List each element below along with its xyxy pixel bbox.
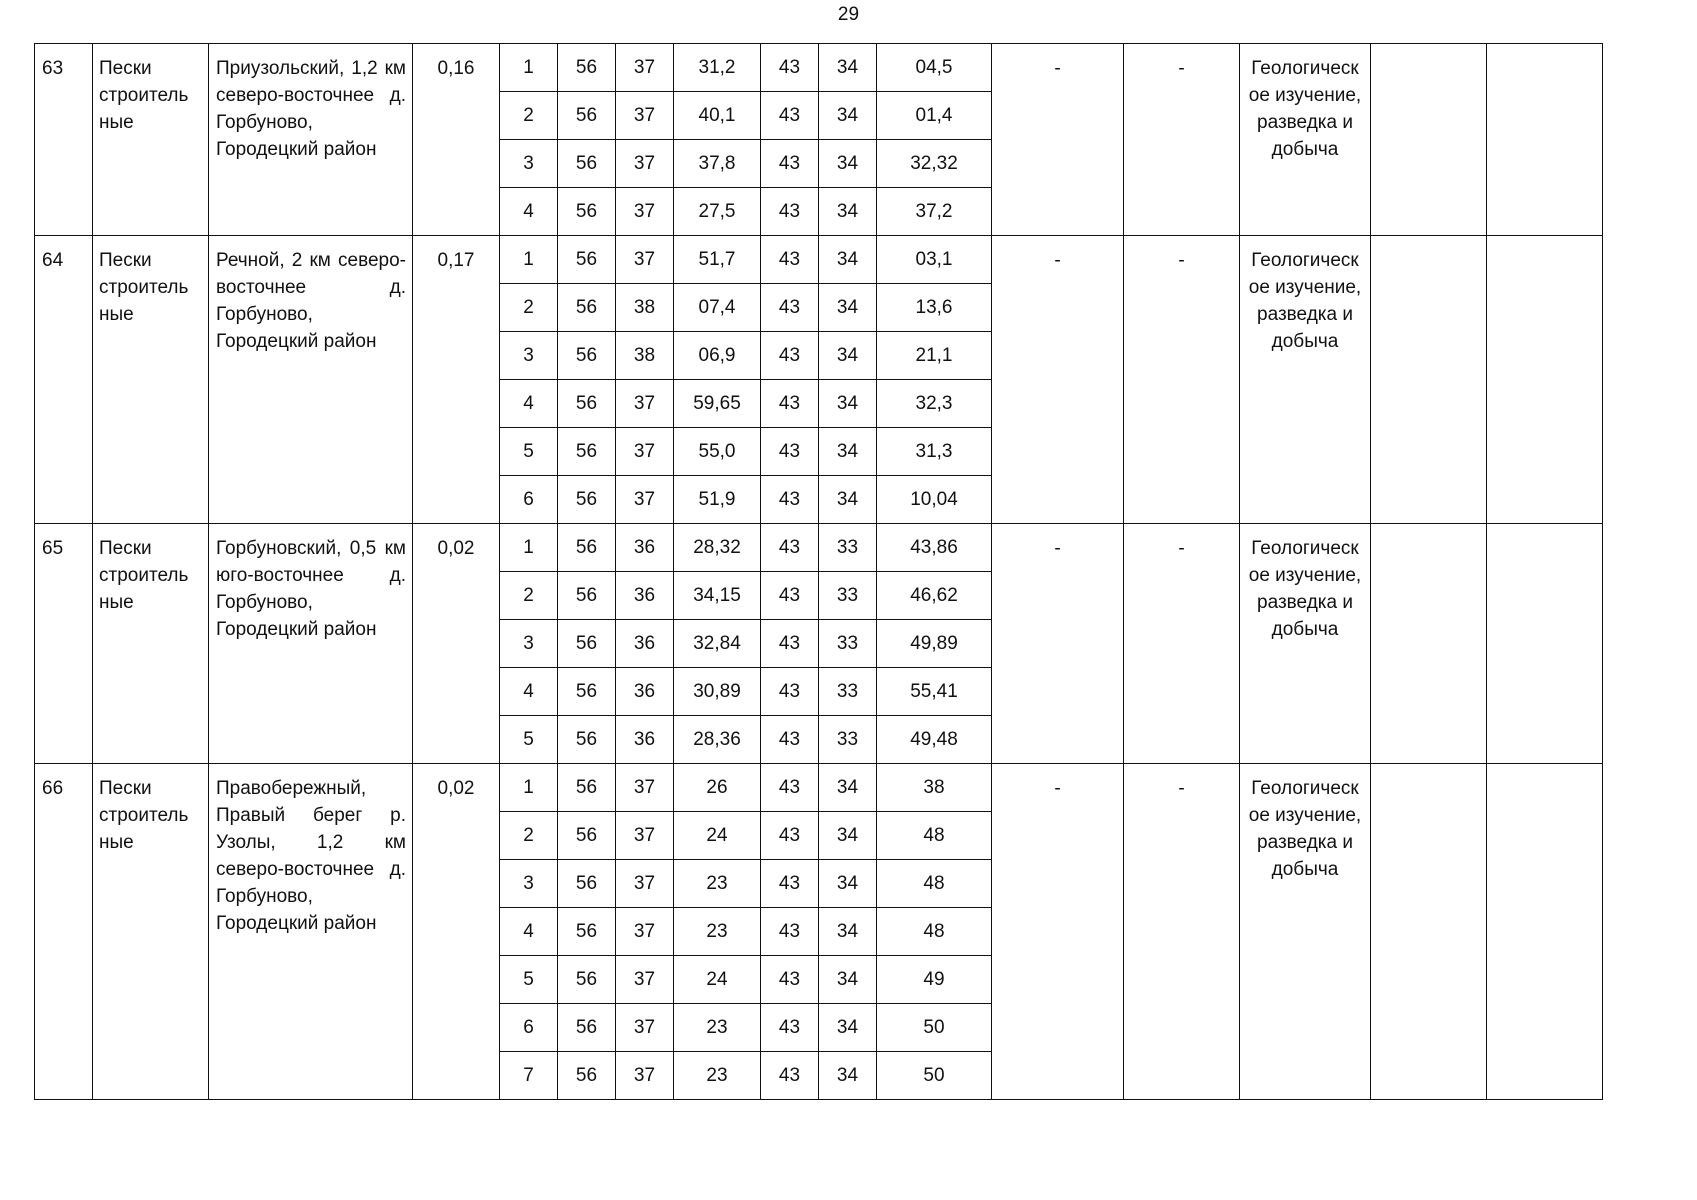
- longitude-seconds: 03,1: [877, 236, 992, 284]
- latitude-degrees: 56: [558, 908, 616, 956]
- longitude-seconds: 48: [877, 860, 992, 908]
- point-number: 2: [500, 92, 558, 140]
- latitude-minutes: 36: [616, 716, 674, 764]
- latitude-minutes: 38: [616, 332, 674, 380]
- latitude-degrees: 56: [558, 1004, 616, 1052]
- longitude-degrees: 43: [761, 956, 819, 1004]
- deposits-table: [34, 43, 1603, 1100]
- latitude-degrees: 56: [558, 428, 616, 476]
- longitude-degrees: 43: [761, 1052, 819, 1100]
- latitude-minutes: 37: [616, 1004, 674, 1052]
- latitude-degrees: 56: [558, 860, 616, 908]
- longitude-seconds: 46,62: [877, 572, 992, 620]
- latitude-degrees: 56: [558, 236, 616, 284]
- longitude-seconds: 43,86: [877, 524, 992, 572]
- point-number: 2: [500, 284, 558, 332]
- longitude-seconds: 55,41: [877, 668, 992, 716]
- mineral-type: Пески строитель ные: [93, 764, 209, 1100]
- latitude-seconds: 06,9: [674, 332, 761, 380]
- longitude-seconds: 49,48: [877, 716, 992, 764]
- latitude-degrees: 56: [558, 812, 616, 860]
- longitude-degrees: 43: [761, 764, 819, 812]
- latitude-minutes: 37: [616, 428, 674, 476]
- latitude-seconds: 28,36: [674, 716, 761, 764]
- longitude-seconds: 49,89: [877, 620, 992, 668]
- longitude-minutes: 34: [819, 1052, 877, 1100]
- latitude-degrees: 56: [558, 524, 616, 572]
- longitude-seconds: 01,4: [877, 92, 992, 140]
- longitude-seconds: 32,3: [877, 380, 992, 428]
- latitude-minutes: 36: [616, 524, 674, 572]
- column-b-value: -: [1124, 524, 1240, 764]
- latitude-minutes: 37: [616, 44, 674, 92]
- latitude-seconds: 26: [674, 764, 761, 812]
- longitude-seconds: 13,6: [877, 284, 992, 332]
- column-b-value: -: [1124, 236, 1240, 524]
- point-number: 1: [500, 764, 558, 812]
- latitude-minutes: 37: [616, 956, 674, 1004]
- longitude-minutes: 33: [819, 572, 877, 620]
- latitude-seconds: 27,5: [674, 188, 761, 236]
- mineral-type: Пески строитель ные: [93, 44, 209, 236]
- latitude-minutes: 37: [616, 236, 674, 284]
- mineral-type: Пески строитель ные: [93, 236, 209, 524]
- longitude-seconds: 32,32: [877, 140, 992, 188]
- longitude-degrees: 43: [761, 92, 819, 140]
- point-number: 5: [500, 716, 558, 764]
- point-number: 4: [500, 908, 558, 956]
- longitude-degrees: 43: [761, 236, 819, 284]
- longitude-minutes: 33: [819, 524, 877, 572]
- latitude-degrees: 56: [558, 188, 616, 236]
- latitude-seconds: 23: [674, 1052, 761, 1100]
- latitude-minutes: 37: [616, 476, 674, 524]
- longitude-seconds: 48: [877, 812, 992, 860]
- latitude-seconds: 32,84: [674, 620, 761, 668]
- point-number: 2: [500, 572, 558, 620]
- longitude-degrees: 43: [761, 428, 819, 476]
- longitude-minutes: 34: [819, 284, 877, 332]
- longitude-minutes: 34: [819, 956, 877, 1004]
- longitude-minutes: 34: [819, 44, 877, 92]
- longitude-seconds: 31,3: [877, 428, 992, 476]
- longitude-minutes: 34: [819, 812, 877, 860]
- deposit-location: Горбуновский, 0,5 км юго-восточнее д. Горбуново, Городецкий район: [209, 524, 413, 764]
- table-row: [35, 236, 1603, 284]
- latitude-minutes: 36: [616, 572, 674, 620]
- latitude-minutes: 37: [616, 140, 674, 188]
- empty-cell: [1487, 524, 1603, 764]
- latitude-minutes: 38: [616, 284, 674, 332]
- latitude-degrees: 56: [558, 668, 616, 716]
- latitude-degrees: 56: [558, 332, 616, 380]
- latitude-seconds: 30,89: [674, 668, 761, 716]
- column-a-value: -: [992, 524, 1124, 764]
- longitude-minutes: 33: [819, 620, 877, 668]
- longitude-degrees: 43: [761, 476, 819, 524]
- longitude-seconds: 38: [877, 764, 992, 812]
- longitude-minutes: 34: [819, 236, 877, 284]
- latitude-minutes: 36: [616, 668, 674, 716]
- longitude-degrees: 43: [761, 1004, 819, 1052]
- point-number: 6: [500, 476, 558, 524]
- latitude-degrees: 56: [558, 380, 616, 428]
- longitude-degrees: 43: [761, 860, 819, 908]
- latitude-seconds: 51,9: [674, 476, 761, 524]
- latitude-seconds: 31,2: [674, 44, 761, 92]
- empty-cell: [1487, 44, 1603, 236]
- latitude-degrees: 56: [558, 572, 616, 620]
- latitude-degrees: 56: [558, 716, 616, 764]
- deposit-number: 65: [35, 524, 93, 764]
- point-number: 2: [500, 812, 558, 860]
- point-number: 5: [500, 956, 558, 1004]
- table-row: [35, 44, 1603, 92]
- longitude-degrees: 43: [761, 44, 819, 92]
- latitude-seconds: 28,32: [674, 524, 761, 572]
- point-number: 6: [500, 1004, 558, 1052]
- table-row: [35, 524, 1603, 572]
- empty-cell: [1371, 236, 1487, 524]
- longitude-seconds: 48: [877, 908, 992, 956]
- latitude-minutes: 37: [616, 764, 674, 812]
- longitude-degrees: 43: [761, 716, 819, 764]
- longitude-degrees: 43: [761, 572, 819, 620]
- column-b-value: -: [1124, 44, 1240, 236]
- empty-cell: [1487, 764, 1603, 1100]
- longitude-degrees: 43: [761, 812, 819, 860]
- latitude-seconds: 59,65: [674, 380, 761, 428]
- longitude-minutes: 34: [819, 188, 877, 236]
- work-type: Геологическ ое изучение, разведка и добыча: [1240, 524, 1371, 764]
- latitude-minutes: 37: [616, 860, 674, 908]
- latitude-degrees: 56: [558, 956, 616, 1004]
- longitude-seconds: 50: [877, 1052, 992, 1100]
- latitude-minutes: 37: [616, 908, 674, 956]
- empty-cell: [1371, 764, 1487, 1100]
- latitude-seconds: 34,15: [674, 572, 761, 620]
- point-number: 3: [500, 860, 558, 908]
- longitude-degrees: 43: [761, 620, 819, 668]
- work-type: Геологическ ое изучение, разведка и добыча: [1240, 764, 1371, 1100]
- longitude-seconds: 49: [877, 956, 992, 1004]
- latitude-seconds: 24: [674, 956, 761, 1004]
- latitude-degrees: 56: [558, 1052, 616, 1100]
- point-number: 5: [500, 428, 558, 476]
- latitude-seconds: 37,8: [674, 140, 761, 188]
- latitude-seconds: 07,4: [674, 284, 761, 332]
- deposit-location: Речной, 2 км северо-восточнее д. Горбуново, Городецкий район: [209, 236, 413, 524]
- deposit-area: 0,16: [413, 44, 500, 236]
- work-type: Геологическ ое изучение, разведка и добыча: [1240, 236, 1371, 524]
- latitude-degrees: 56: [558, 620, 616, 668]
- longitude-minutes: 34: [819, 1004, 877, 1052]
- longitude-degrees: 43: [761, 524, 819, 572]
- column-a-value: -: [992, 236, 1124, 524]
- longitude-seconds: 50: [877, 1004, 992, 1052]
- point-number: 4: [500, 188, 558, 236]
- longitude-seconds: 37,2: [877, 188, 992, 236]
- latitude-seconds: 23: [674, 908, 761, 956]
- deposit-area: 0,02: [413, 764, 500, 1100]
- point-number: 4: [500, 668, 558, 716]
- mineral-type: Пески строитель ные: [93, 524, 209, 764]
- longitude-degrees: 43: [761, 908, 819, 956]
- latitude-minutes: 37: [616, 188, 674, 236]
- longitude-seconds: 10,04: [877, 476, 992, 524]
- latitude-seconds: 40,1: [674, 92, 761, 140]
- point-number: 1: [500, 44, 558, 92]
- latitude-seconds: 23: [674, 1004, 761, 1052]
- deposit-location: Приузольский, 1,2 км северо-восточнее д. Горбуново, Городецкий район: [209, 44, 413, 236]
- deposit-area: 0,17: [413, 236, 500, 524]
- longitude-degrees: 43: [761, 668, 819, 716]
- latitude-degrees: 56: [558, 764, 616, 812]
- longitude-minutes: 34: [819, 140, 877, 188]
- point-number: 1: [500, 524, 558, 572]
- latitude-degrees: 56: [558, 92, 616, 140]
- latitude-minutes: 37: [616, 380, 674, 428]
- deposit-location: Правобережный, Правый берег р. Узолы, 1,2 км северо-восточнее д. Горбуново, Городецкий район: [209, 764, 413, 1100]
- empty-cell: [1487, 236, 1603, 524]
- longitude-degrees: 43: [761, 284, 819, 332]
- latitude-seconds: 24: [674, 812, 761, 860]
- longitude-minutes: 34: [819, 860, 877, 908]
- column-b-value: -: [1124, 764, 1240, 1100]
- deposit-number: 64: [35, 236, 93, 524]
- empty-cell: [1371, 44, 1487, 236]
- column-a-value: -: [992, 764, 1124, 1100]
- latitude-minutes: 37: [616, 92, 674, 140]
- latitude-degrees: 56: [558, 284, 616, 332]
- latitude-minutes: 36: [616, 620, 674, 668]
- longitude-minutes: 34: [819, 332, 877, 380]
- point-number: 3: [500, 332, 558, 380]
- latitude-minutes: 37: [616, 1052, 674, 1100]
- longitude-seconds: 21,1: [877, 332, 992, 380]
- latitude-seconds: 23: [674, 860, 761, 908]
- longitude-degrees: 43: [761, 380, 819, 428]
- longitude-minutes: 33: [819, 716, 877, 764]
- longitude-minutes: 34: [819, 476, 877, 524]
- column-a-value: -: [992, 44, 1124, 236]
- longitude-minutes: 33: [819, 668, 877, 716]
- point-number: 7: [500, 1052, 558, 1100]
- longitude-minutes: 34: [819, 92, 877, 140]
- deposit-number: 63: [35, 44, 93, 236]
- point-number: 3: [500, 620, 558, 668]
- latitude-degrees: 56: [558, 476, 616, 524]
- table-row: [35, 764, 1603, 812]
- longitude-minutes: 34: [819, 908, 877, 956]
- latitude-minutes: 37: [616, 812, 674, 860]
- point-number: 3: [500, 140, 558, 188]
- latitude-degrees: 56: [558, 44, 616, 92]
- point-number: 4: [500, 380, 558, 428]
- latitude-degrees: 56: [558, 140, 616, 188]
- page-number: 29: [837, 4, 860, 25]
- longitude-degrees: 43: [761, 332, 819, 380]
- longitude-minutes: 34: [819, 380, 877, 428]
- longitude-minutes: 34: [819, 764, 877, 812]
- deposit-area: 0,02: [413, 524, 500, 764]
- deposit-number: 66: [35, 764, 93, 1100]
- latitude-seconds: 55,0: [674, 428, 761, 476]
- work-type: Геологическ ое изучение, разведка и добыча: [1240, 44, 1371, 236]
- latitude-seconds: 51,7: [674, 236, 761, 284]
- empty-cell: [1371, 524, 1487, 764]
- longitude-degrees: 43: [761, 188, 819, 236]
- longitude-degrees: 43: [761, 140, 819, 188]
- longitude-seconds: 04,5: [877, 44, 992, 92]
- longitude-minutes: 34: [819, 428, 877, 476]
- point-number: 1: [500, 236, 558, 284]
